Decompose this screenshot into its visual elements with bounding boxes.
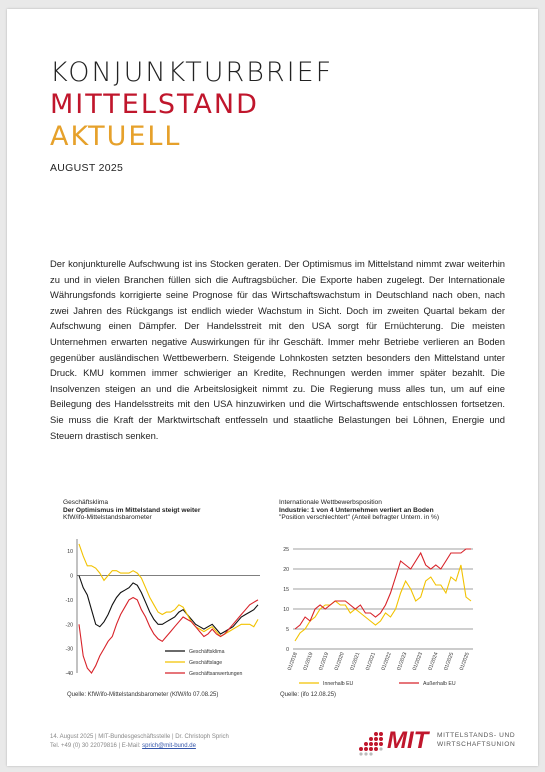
chart2-y-tick-label: 5 xyxy=(286,627,289,633)
chart2-y-tick-label: 15 xyxy=(283,587,289,593)
chart1-title: Geschäftsklima xyxy=(63,499,109,506)
chart1-legend-label: Geschäftslage xyxy=(189,660,223,666)
body-paragraph: Der konjunkturelle Aufschwung ist ins Stocken geraten. Der Optimismus im Mittelstand nimmt zwar weiterhin zu und in vielen Branchen füllen sich die Auftragsbücher. Die Exporte haben zugelegt. Der Internationale Währungsfonds korrigierte seine Prognose für das Wirtschaftswachstum in Deutschland nach oben, nach zwei Jahren des Rückgangs ist endlich wieder Wachstum in Sicht. Doch im zweiten Quartal bekam der Aufschwung einen Dämpfer. Der Handelsstreit mit den USA sorgt für Ernüchterung. Die meisten Unternehmen erwarten negative Auswirkungen für ihr Geschäft. Immer mehr Betriebe verlieren an Boden gegenüber ausländischen Wettbewerbern. Steigende Lohnkosten setzten besonders den Mittelstand unter Druck. KMU kommen immer schwieriger an Kredite, Rechnungen werden immer später bezahlt. Die Insolvenzen steigen an und die Arbeitslosigkeit nimmt zu. Die Regierung muss alles tun, um auf eine Beilegung des Handelsstreits mit den USA hinzuwirken und die Wirtschaftswende entschlossen fortsetzen. Sie muss die Kraft der Marktwirtschaft entfesseln und staatliche Belastungen bei Löhnen, Energie und Steuern drastisch senken. xyxy=(50,258,505,441)
mit-logo xyxy=(355,725,525,761)
chart1-y-tick-label: -30 xyxy=(65,646,73,653)
chart2-x-tick-label: 01/2024 xyxy=(427,651,440,672)
chart2-legend-label: Innerhalb EU xyxy=(323,681,354,687)
title-line-1: KONJUNKTURBRIEF xyxy=(50,57,334,88)
chart1-legend-label: Geschäftsanwertungen xyxy=(189,671,243,677)
chart1-plot xyxy=(55,535,265,683)
chart2-title: Internationale Wettbewerbsposition xyxy=(279,499,382,506)
chart1-legend-label: Geschäftsklima xyxy=(189,649,225,655)
chart1-source: Quelle: KfW/ifo-Mittelstandsbarometer (KfW/ifo 07.08.25) xyxy=(67,692,219,698)
chart2-y-tick-label: 25 xyxy=(283,547,289,553)
chart-competitive-position xyxy=(279,499,489,522)
footer-contact: 14. August 2025 | MIT-Bundesgeschäftsstelle | Dr. Christoph Sprich xyxy=(50,734,229,740)
chart1-y-tick-label: 0 xyxy=(70,573,73,580)
chart1-y-tick-label: -10 xyxy=(65,597,73,604)
chart2-x-tick-label: 01/2021 xyxy=(365,651,378,672)
chart2-note: "Position verschlechtert" (Anteil befragter Untern. in %) xyxy=(279,514,440,522)
chart2-y-tick-label: 10 xyxy=(283,607,289,613)
issue-date: AUGUST 2025 xyxy=(50,162,124,174)
chart2-x-tick-label: 01/2025 xyxy=(458,651,471,672)
logo-mit-text: MIT xyxy=(387,727,429,754)
logo-line-2: WIRTSCHAFTSUNION xyxy=(437,741,516,748)
document-page xyxy=(7,9,538,766)
chart2-plot xyxy=(269,537,481,693)
chart1-y-tick-label: -40 xyxy=(65,671,73,677)
chart2-legend-label: Außerhalb EU xyxy=(423,681,456,687)
chart2-x-tick-label: 01/2018 xyxy=(286,651,299,672)
chart2-x-tick-label: 01/2020 xyxy=(333,651,346,672)
chart2-series-line xyxy=(295,565,471,641)
logo-dots-icon xyxy=(355,727,387,757)
chart2-y-tick-label: 20 xyxy=(283,567,289,573)
chart1-y-tick-label: 10 xyxy=(67,549,73,556)
chart1-series-line xyxy=(79,544,258,637)
title-line-3: AKTUELL xyxy=(50,121,182,152)
chart2-source: Quelle: (ifo 12.08.25) xyxy=(280,692,337,698)
title-line-2: MITTELSTAND xyxy=(50,89,259,120)
chart2-x-tick-label: 01/2022 xyxy=(380,651,393,672)
chart2-x-tick-label: 01/2019 xyxy=(318,651,331,672)
chart2-x-tick-label: 01/2019 xyxy=(302,651,315,672)
chart1-series-line xyxy=(79,576,258,635)
chart2-x-tick-label: 01/2021 xyxy=(349,651,362,672)
chart1-note: KfW/ifo-Mittelstandsbarometer xyxy=(63,514,152,522)
chart2-x-tick-label: 01/2023 xyxy=(396,651,409,672)
chart1-subtitle: Der Optimismus im Mittelstand steigt weiter xyxy=(63,506,201,514)
chart2-subtitle: Industrie: 1 von 4 Unternehmen verliert an Boden xyxy=(279,506,434,514)
chart2-y-tick-label: 0 xyxy=(286,647,289,653)
chart2-x-tick-label: 01/2025 xyxy=(443,651,456,672)
chart2-x-tick-label: 01/2023 xyxy=(411,651,424,672)
email-link[interactable]: sprich@mit-bund.de xyxy=(142,743,196,749)
chart-business-climate xyxy=(63,499,263,522)
logo-line-1: MITTELSTANDS- UND xyxy=(437,732,516,739)
chart1-y-tick-label: -20 xyxy=(65,622,73,629)
footer-phone-email: Tel. +49 (0) 30 22079816 | E-Mail: sprich@mit-bund.de xyxy=(50,743,196,749)
